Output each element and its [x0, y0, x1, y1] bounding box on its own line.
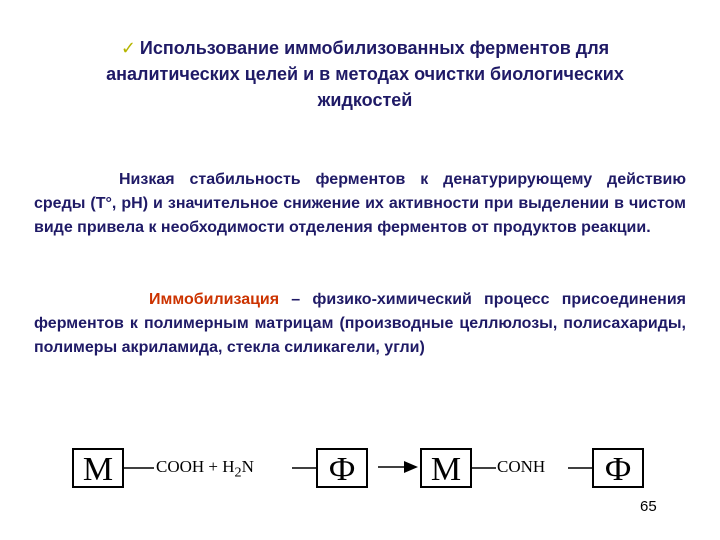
- reactants-part-b: N: [241, 457, 254, 476]
- enzyme-box-2: Ф: [592, 448, 644, 488]
- term-immobilization: Иммобилизация: [149, 291, 280, 308]
- product-formula: CONH: [497, 457, 546, 476]
- reactants-part-a: COOH + H: [156, 457, 235, 476]
- bond-line-2: [292, 466, 316, 470]
- matrix-box-1: M: [72, 448, 124, 488]
- matrix-box-2: M: [420, 448, 472, 488]
- reactants-formula: [156, 457, 254, 481]
- paragraph-stability: Низкая стабильность ферментов к денатурирующему действию среды (Т°, рН) и значительное снижение их активности при выделении в чистом виде привела к необходимости отделения ферментов от продуктов реакции.: [34, 171, 686, 236]
- bond-line-4: [568, 466, 592, 470]
- definition-text: – физико-химический процесс присоединения ферментов к полимерным матрицам (производные целлюлозы, полисахариды, полимеры акриламида, стекла силикагели, угли): [34, 291, 686, 356]
- paragraph-immobilization: [34, 288, 686, 360]
- heading-text: Использование иммобилизованных ферментов для аналитических целей и в методах очистки биологических жидкостей: [106, 38, 624, 110]
- reaction-arrow-icon: [378, 460, 418, 474]
- slide-heading: [70, 35, 660, 113]
- page-number: 65: [640, 498, 657, 515]
- bond-line-1: [124, 466, 154, 470]
- enzyme-box-1: Ф: [316, 448, 368, 488]
- checkmark-icon: ✓: [120, 38, 136, 58]
- reactants-subscript: 2: [234, 464, 242, 481]
- bond-line-3: [472, 466, 496, 470]
- reaction-diagram: [60, 440, 660, 520]
